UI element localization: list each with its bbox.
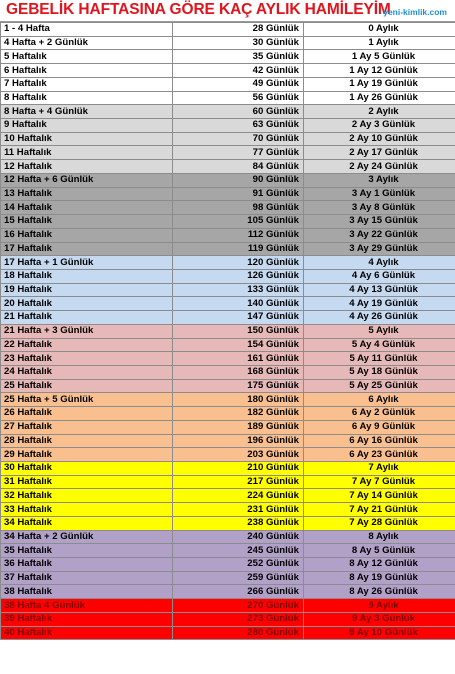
table-row <box>1 338 455 352</box>
days-cell: 63 Günlük <box>173 119 304 133</box>
week-cell: 16 Haftalık <box>1 228 173 242</box>
days-cell: 105 Günlük <box>173 215 304 229</box>
days-cell: 245 Günlük <box>173 544 304 558</box>
week-cell: 28 Haftalık <box>1 434 173 448</box>
table-row <box>1 626 455 640</box>
table-row <box>1 256 455 270</box>
months-cell: 9 Aylık <box>304 599 455 613</box>
months-cell: 4 Ay 13 Günlük <box>304 283 455 297</box>
table-row <box>1 448 455 462</box>
week-cell: 1 - 4 Hafta <box>1 23 173 37</box>
table-row <box>1 516 455 530</box>
months-cell: 3 Ay 8 Günlük <box>304 201 455 215</box>
table-row <box>1 352 455 366</box>
week-cell: 40 Haftalık <box>1 626 173 640</box>
months-cell: 6 Ay 16 Günlük <box>304 434 455 448</box>
table-row <box>1 23 455 37</box>
months-cell: 7 Aylık <box>304 462 455 476</box>
days-cell: 240 Günlük <box>173 530 304 544</box>
months-cell: 3 Aylık <box>304 173 455 187</box>
months-cell: 8 Ay 12 Günlük <box>304 558 455 572</box>
months-cell: 8 Ay 26 Günlük <box>304 585 455 599</box>
week-cell: 23 Haftalık <box>1 352 173 366</box>
days-cell: 150 Günlük <box>173 324 304 338</box>
months-cell: 8 Ay 19 Günlük <box>304 571 455 585</box>
table-row <box>1 530 455 544</box>
days-cell: 28 Günlük <box>173 23 304 37</box>
months-cell: 3 Ay 29 Günlük <box>304 242 455 256</box>
week-cell: 9 Haftalık <box>1 119 173 133</box>
week-cell: 12 Hafta + 6 Günlük <box>1 173 173 187</box>
table-row <box>1 91 455 105</box>
table-row <box>1 544 455 558</box>
days-cell: 70 Günlük <box>173 132 304 146</box>
days-cell: 231 Günlük <box>173 503 304 517</box>
months-cell: 6 Ay 2 Günlük <box>304 407 455 421</box>
days-cell: 238 Günlük <box>173 516 304 530</box>
week-cell: 15 Haftalık <box>1 215 173 229</box>
months-cell: 1 Aylık <box>304 36 455 50</box>
week-cell: 14 Haftalık <box>1 201 173 215</box>
table-row <box>1 393 455 407</box>
days-cell: 259 Günlük <box>173 571 304 585</box>
table-row <box>1 64 455 78</box>
days-cell: 119 Günlük <box>173 242 304 256</box>
table-row <box>1 297 455 311</box>
days-cell: 60 Günlük <box>173 105 304 119</box>
week-cell: 33 Haftalık <box>1 503 173 517</box>
days-cell: 180 Günlük <box>173 393 304 407</box>
days-cell: 133 Günlük <box>173 283 304 297</box>
months-cell: 3 Ay 22 Günlük <box>304 228 455 242</box>
days-cell: 49 Günlük <box>173 77 304 91</box>
days-cell: 126 Günlük <box>173 269 304 283</box>
week-cell: 22 Haftalık <box>1 338 173 352</box>
week-cell: 18 Haftalık <box>1 269 173 283</box>
table-row <box>1 146 455 160</box>
week-cell: 17 Haftalık <box>1 242 173 256</box>
week-cell: 20 Haftalık <box>1 297 173 311</box>
months-cell: 0 Aylık <box>304 23 455 37</box>
months-cell: 2 Ay 17 Günlük <box>304 146 455 160</box>
week-cell: 34 Haftalık <box>1 516 173 530</box>
week-cell: 38 Haftalık <box>1 585 173 599</box>
days-cell: 203 Günlük <box>173 448 304 462</box>
months-cell: 1 Ay 5 Günlük <box>304 50 455 64</box>
week-cell: 30 Haftalık <box>1 462 173 476</box>
days-cell: 273 Günlük <box>173 612 304 626</box>
table-row <box>1 407 455 421</box>
week-cell: 38 Hafta 4 Günlük <box>1 599 173 613</box>
week-cell: 36 Haftalık <box>1 558 173 572</box>
days-cell: 42 Günlük <box>173 64 304 78</box>
days-cell: 196 Günlük <box>173 434 304 448</box>
table-body <box>1 23 455 640</box>
week-cell: 24 Haftalık <box>1 365 173 379</box>
page-title: GEBELİK HAFTASINA GÖRE KAÇ AYLIK HAMİLEYİM <box>6 1 391 18</box>
week-cell: 35 Haftalık <box>1 544 173 558</box>
week-cell: 12 Haftalık <box>1 160 173 174</box>
week-cell: 11 Haftalık <box>1 146 173 160</box>
days-cell: 280 Günlük <box>173 626 304 640</box>
months-cell: 2 Aylık <box>304 105 455 119</box>
table-row <box>1 571 455 585</box>
days-cell: 147 Günlük <box>173 311 304 325</box>
week-cell: 26 Haftalık <box>1 407 173 421</box>
days-cell: 270 Günlük <box>173 599 304 613</box>
week-cell: 27 Haftalık <box>1 420 173 434</box>
table-row <box>1 283 455 297</box>
table-row <box>1 77 455 91</box>
table-row <box>1 612 455 626</box>
table-row <box>1 324 455 338</box>
months-cell: 7 Ay 14 Günlük <box>304 489 455 503</box>
week-cell: 19 Haftalık <box>1 283 173 297</box>
week-month-table <box>0 22 455 640</box>
months-cell: 9 Ay 3 Günlük <box>304 612 455 626</box>
week-cell: 8 Haftalık <box>1 91 173 105</box>
table-row <box>1 462 455 476</box>
week-cell: 5 Haftalık <box>1 50 173 64</box>
table-row <box>1 187 455 201</box>
days-cell: 175 Günlük <box>173 379 304 393</box>
days-cell: 120 Günlük <box>173 256 304 270</box>
week-cell: 13 Haftalık <box>1 187 173 201</box>
table-row <box>1 105 455 119</box>
days-cell: 98 Günlük <box>173 201 304 215</box>
week-cell: 4 Hafta + 2 Günlük <box>1 36 173 50</box>
months-cell: 9 Ay 10 Günlük <box>304 626 455 640</box>
months-cell: 8 Aylık <box>304 530 455 544</box>
days-cell: 91 Günlük <box>173 187 304 201</box>
table-row <box>1 269 455 283</box>
months-cell: 5 Ay 11 Günlük <box>304 352 455 366</box>
table-row <box>1 50 455 64</box>
months-cell: 1 Ay 26 Günlük <box>304 91 455 105</box>
months-cell: 7 Ay 21 Günlük <box>304 503 455 517</box>
days-cell: 56 Günlük <box>173 91 304 105</box>
days-cell: 112 Günlük <box>173 228 304 242</box>
table-row <box>1 228 455 242</box>
table-row <box>1 365 455 379</box>
week-cell: 37 Haftalık <box>1 571 173 585</box>
table-row <box>1 201 455 215</box>
table-row <box>1 475 455 489</box>
table-row <box>1 599 455 613</box>
table-row <box>1 379 455 393</box>
week-cell: 39 Haftalık <box>1 612 173 626</box>
months-cell: 4 Ay 26 Günlük <box>304 311 455 325</box>
table-row <box>1 558 455 572</box>
months-cell: 7 Ay 28 Günlük <box>304 516 455 530</box>
months-cell: 4 Ay 19 Günlük <box>304 297 455 311</box>
days-cell: 30 Günlük <box>173 36 304 50</box>
days-cell: 252 Günlük <box>173 558 304 572</box>
days-cell: 90 Günlük <box>173 173 304 187</box>
site-watermark: yeni-kimlik.com <box>383 7 447 17</box>
table-row <box>1 585 455 599</box>
days-cell: 266 Günlük <box>173 585 304 599</box>
months-cell: 3 Ay 1 Günlük <box>304 187 455 201</box>
table-row <box>1 132 455 146</box>
table-row <box>1 173 455 187</box>
days-cell: 161 Günlük <box>173 352 304 366</box>
table-row <box>1 242 455 256</box>
days-cell: 210 Günlük <box>173 462 304 476</box>
months-cell: 2 Ay 3 Günlük <box>304 119 455 133</box>
months-cell: 2 Ay 24 Günlük <box>304 160 455 174</box>
months-cell: 6 Ay 23 Günlük <box>304 448 455 462</box>
week-cell: 32 Haftalık <box>1 489 173 503</box>
table-row <box>1 434 455 448</box>
months-cell: 7 Ay 7 Günlük <box>304 475 455 489</box>
days-cell: 182 Günlük <box>173 407 304 421</box>
days-cell: 77 Günlük <box>173 146 304 160</box>
days-cell: 140 Günlük <box>173 297 304 311</box>
months-cell: 6 Ay 9 Günlük <box>304 420 455 434</box>
week-cell: 17 Hafta + 1 Günlük <box>1 256 173 270</box>
table-row <box>1 503 455 517</box>
week-cell: 21 Haftalık <box>1 311 173 325</box>
week-cell: 31 Haftalık <box>1 475 173 489</box>
table-row <box>1 311 455 325</box>
table-row <box>1 489 455 503</box>
months-cell: 5 Aylık <box>304 324 455 338</box>
days-cell: 224 Günlük <box>173 489 304 503</box>
days-cell: 217 Günlük <box>173 475 304 489</box>
week-cell: 6 Haftalık <box>1 64 173 78</box>
sheet-header <box>0 0 455 22</box>
table-row <box>1 160 455 174</box>
days-cell: 168 Günlük <box>173 365 304 379</box>
week-cell: 29 Haftalık <box>1 448 173 462</box>
week-cell: 8 Hafta + 4 Günlük <box>1 105 173 119</box>
days-cell: 35 Günlük <box>173 50 304 64</box>
months-cell: 5 Ay 18 Günlük <box>304 365 455 379</box>
days-cell: 189 Günlük <box>173 420 304 434</box>
months-cell: 1 Ay 19 Günlük <box>304 77 455 91</box>
table-row <box>1 215 455 229</box>
months-cell: 4 Aylık <box>304 256 455 270</box>
months-cell: 5 Ay 4 Günlük <box>304 338 455 352</box>
months-cell: 5 Ay 25 Günlük <box>304 379 455 393</box>
months-cell: 8 Ay 5 Günlük <box>304 544 455 558</box>
months-cell: 2 Ay 10 Günlük <box>304 132 455 146</box>
months-cell: 6 Aylık <box>304 393 455 407</box>
week-cell: 21 Hafta + 3 Günlük <box>1 324 173 338</box>
days-cell: 154 Günlük <box>173 338 304 352</box>
months-cell: 1 Ay 12 Günlük <box>304 64 455 78</box>
week-cell: 25 Hafta + 5 Günlük <box>1 393 173 407</box>
days-cell: 84 Günlük <box>173 160 304 174</box>
week-cell: 10 Haftalık <box>1 132 173 146</box>
table-row <box>1 36 455 50</box>
week-cell: 7 Haftalık <box>1 77 173 91</box>
table-row <box>1 119 455 133</box>
week-cell: 34 Hafta + 2 Günlük <box>1 530 173 544</box>
months-cell: 4 Ay 6 Günlük <box>304 269 455 283</box>
week-cell: 25 Haftalık <box>1 379 173 393</box>
table-row <box>1 420 455 434</box>
months-cell: 3 Ay 15 Günlük <box>304 215 455 229</box>
